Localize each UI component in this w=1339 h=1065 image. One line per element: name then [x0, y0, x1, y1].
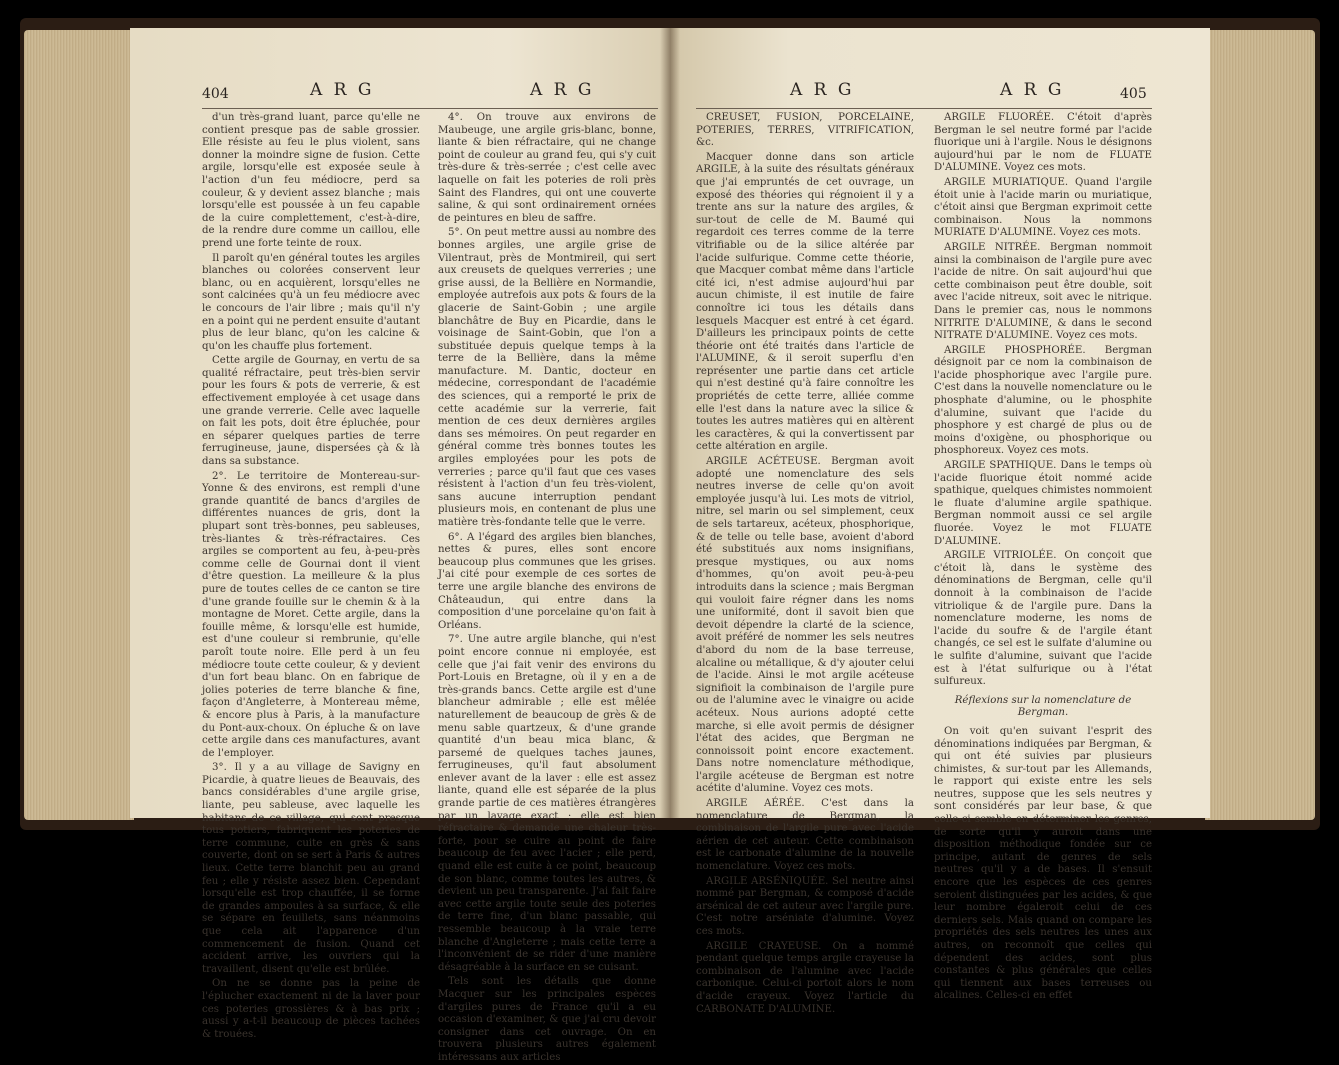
page-number: 405	[1120, 86, 1147, 102]
paragraph: ARGILE VITRIOLÉE. On conçoit que c'étoit là, dans le système des dénominations de Bergman, celle qu'il donnoit à la combinaison de l'acide vitriolique & de l'argile pure. Dans la nomenclature moderne, les noms de l'acide du soufre & de l'argile étant changés, ce sel est le sulfate d'alumine ou le sulfite d'alumine, suivant que l'acide est à l'état sulfurique ou à l'état sulfureux.	[934, 550, 1152, 688]
paragraph: On voit qu'en suivant l'esprit des dénominations indiquées par Bergman, & qui ont été suivies par plusieurs chimistes, & sur-tout par les Allemands, le rapport qui existe entre les sels neutres, suppose que les sels neutres y sont considérés par leur base, & que celle-ci semble en déterminer les genres, de sorte qu'il y auroit dans une disposition méthodique fondée sur ce principe, autant de genres de sels neutres qu'il y a de bases. Il s'ensuit encore que les espèces de ces genres seroient distinguées par les acides, & que leur nombre égaleroit celui de ces derniers sels. Mais quand on compare les propriétés des sels neutres les unes aux autres, on reconnoît que celles qui dépendent des acides, sont plus constantes & plus générales que celles qui tiennent aux bases terreuses ou alcalines. Celles-ci en effet	[934, 725, 1152, 1002]
paragraph: 3°. Il y a au village de Savigny en Picardie, à quatre lieues de Beauvais, des bancs considérables d'une argile grise, liante, peu sableuse, avec laquelle les habitans de ce village, qui sont presque tous potiers, fabriquent les poteries de terre commune, cuite en grès & sans couverte, dont on se sert à Paris & autres lieux. Cette terre blanchit peu au grand feu ; elle y résiste assez bien. Cependant lorsqu'elle est trop chauffée, il se forme de grandes ampoules à sa surface, & elle se sépare en feuillets, sans néanmoins que cela ait l'apparence d'un commencement de fusion. Quand cet accident arrive, les ouvriers qui la travaillent, disent qu'elle est brûlée.	[202, 762, 420, 975]
header-rule	[202, 108, 658, 109]
paragraph: 2°. Le territoire de Montereau-sur-Yonne & des environs, est rempli d'une grande quantité de bancs d'argiles de différentes nuances de gris, dont la plupart sont très-bonnes, peu sableuses, très-liantes & très-réfractaires. Ces argiles se comportent au feu, à-peu-près comme celle de Gournai dont il vient d'être question. La meilleure & la plus pure de toutes celles de ce canton se tire d'une grande fouille sur le chemin & à la montagne de Moret. Cette argile, dans la fouille même, & lorsqu'elle est humide, est d'une couleur si rembrunie, qu'elle paroît toute noire. Elle perd à un feu médiocre toute cette couleur, & y devient d'un fort beau blanc. On en fabrique de jolies poteries de terre blanche & fine, façon d'Angleterre, à Montereau même, & encore plus à Paris, à la manufacture du Pont-aux-choux. On épluche & on lave cette argile dans ces manufactures, avant de l'employer.	[202, 470, 420, 759]
section-heading: Réflexions sur la nomenclature de Bergman.	[954, 694, 1132, 719]
right-page	[670, 28, 1210, 1015]
paragraph: Cette argile de Gournay, en vertu de sa qualité réfractaire, peut très-bien servir pour les fours & pots de verrerie, & est effectivement employée à cet usage dans une grande verrerie. Celle avec laquelle on fait les pots, doit être épluchée, pour en séparer quelques parties de terre ferrugineuse, jaune, dispersées çà & là dans sa substance.	[202, 355, 420, 468]
paragraph: On ne se donne pas la peine de l'éplucher exactement ni de la laver pour ces poteries grossières & à bas prix ; aussi y a-t-il beaucoup de pièces tachées & trouées.	[202, 978, 420, 1040]
header-rule	[696, 108, 1152, 109]
running-header: A R G	[530, 80, 595, 100]
page-edges-right	[1205, 30, 1315, 820]
paragraph: ARGILE NITRÉE. Bergman nommoit ainsi la combinaison de l'argile pure avec l'acide de nitre. On sait aujourd'hui que cette combinaison peut être double, soit avec l'acide nitreux, soit avec le nitrique. Dans le premier cas, nous le nommons NITRITE D'ALUMINE, & dans le second NITRATE D'ALUMINE. Voyez ces mots.	[934, 241, 1152, 342]
running-header: A R G	[790, 80, 855, 100]
text-column-2	[934, 112, 1152, 1002]
paragraph: ARGILE PHOSPHORÉE. Bergman désignoit par ce nom la combinaison de l'acide phosphorique avec l'argile pure. C'est dans la nouvelle nomenclature ou le phosphate d'alumine, ou le phosphite d'alumine, suivant que l'acide du phosphore y est chargé de plus ou de moins d'oxigène, ou phosphorique ou phosphoreux. Voyez ces mots.	[934, 344, 1152, 457]
paragraph: Macquer donne dans son article ARGILE, à la suite des résultats généraux que j'ai empruntés de cet ouvrage, un exposé des théories qui régnoient il y a trente ans sur la nature des argiles, & sur-tout de celle de M. Baumé qui regardoit ces terres comme de la terre vitrifiable ou de la silice altérée par l'acide sulfurique. Comme cette théorie, que Macquer combat même dans l'article cité ici, n'est admise aujourd'hui par aucun chimiste, il est inutile de faire connoître ici tous les détails dans lesquels Macquer est entré à cet égard. D'ailleurs les principaux points de cette théorie ont été traités dans l'article de l'ALUMINE, & il seroit superflu d'en représenter une partie dans cet article qui n'est destiné qu'à faire connoître les propriétés de cette terre, alliée comme elle l'est dans la nature avec la silice & toutes les autres matières qui en altèrent les caractères, & qui la convertissent par cette altération en argile.	[696, 151, 914, 453]
paragraph: Il paroît qu'en général toutes les argiles blanches ou colorées conservent leur blanc, ou en acquièrent, lorsqu'elles ne sont calcinées qu'à un feu médiocre avec le concours de l'air libre ; mais qu'il n'y en a point qui ne perdent ensuite d'autant plus de leur blanc, qu'on les calcine & qu'on les chauffe plus fortement.	[202, 252, 420, 352]
paragraph: Tels sont les détails que donne Macquer sur les principales espèces d'argiles pures de France qu'il a eu occasion d'examiner, & que j'ai cru devoir consigner dans cet ouvrage. On en trouvera plusieurs autres également intéressans aux articles	[438, 976, 656, 1063]
page-edges-left	[24, 30, 134, 820]
left-page	[130, 28, 670, 1063]
paragraph: CREUSET, FUSION, PORCELAINE, POTERIES, TERRES, VITRIFICATION, &c.	[696, 112, 914, 149]
paragraph: ARGILE FLUORÉE. C'étoit d'après Bergman le sel neutre formé par l'acide fluorique uni à l'argile. Nous le désignons aujourd'hui par le nom de FLUATE D'ALUMINE. Voyez ces mots.	[934, 112, 1152, 174]
paragraph: ARGILE CRAYEUSE. On a nommé pendant quelque temps argile crayeuse la combinaison de l'alumine avec l'acide carbonique. Celui-ci portoit alors le nom d'acide crayeux. Voyez l'article du CARBONATE D'ALUMINE.	[696, 940, 914, 1015]
paragraph: ARGILE AÉRÉE. C'est dans la nomenclature de Bergman, la combinaison de l'argile pure avec l'acide aérien de cet auteur. Cette combinaison est le carbonate d'alumine de la nouvelle nomenclature. Voyez ces mots.	[696, 798, 914, 873]
running-header: A R G	[1000, 80, 1065, 100]
running-header: A R G	[310, 80, 375, 100]
text-column-2	[438, 112, 656, 1063]
book-gutter	[660, 28, 680, 818]
text-column-1	[202, 112, 420, 1040]
page-number: 404	[202, 86, 229, 102]
paragraph: 7°. Une autre argile blanche, qui n'est point encore connue ni employée, est celle que j'ai fait venir des environs du Port-Louis en Bretagne, où il y en a de très-grands bancs. Cette argile est d'une blancheur admirable ; elle est mêlée naturellement de beaucoup de grès & de menu sable quartzeux, & d'une grande quantité d'un beau mica blanc, & parsemé de quelques taches jaunes, ferrugineuses, qu'il faut absolument enlever avant de la laver : elle est assez liante, quand elle est séparée de la plus grande partie de ces matières étrangères par un lavage exact ; elle est bien réfractaire & demande une chaleur très-forte, pour se cuire au point de faire beaucoup de feu avec l'acier ; elle perd, quand elle est cuite à ce point, beaucoup de son blanc, comme toutes les autres, & devient un peu transparente. J'ai fait faire avec cette argile toute seule des poteries de terre fine, d'un blanc passable, qui ressemble beaucoup à la vraie terre blanche d'Angleterre ; mais cette terre a l'inconvénient de se rider d'une manière désagréable à la surface en se cuisant.	[438, 634, 656, 973]
paragraph: 5°. On peut mettre aussi au nombre des bonnes argiles, une argile grise de Vilentraut, près de Montmireil, qui sert aux creusets de quelques verreries ; une grise aussi, de la Bellière en Normandie, employée autrefois aux pots & fours de la glacerie de Saint-Gobin ; une argile blanchâtre de Buy en Picardie, dans le voisinage de Saint-Gobin, que l'on a substituée depuis quelque temps à la terre de la Bellière, dans la même manufacture. M. Dantic, docteur en médecine, correspondant de l'académie des sciences, qui a remporté le prix de cette académie sur la verrerie, fait mention de ces deux dernières argiles dans ses mémoires. On peut regarder en général comme très bonnes toutes les argiles employées pour les pots de verreries ; parce qu'il faut que ces vases résistent à l'action d'un feu très-violent, sans aucune interruption pendant plusieurs mois, en contenant de plus une matière très-fondante telle que le verre.	[438, 227, 656, 528]
paragraph: 4°. On trouve aux environs de Maubeuge, une argile gris-blanc, bonne, liante & bien réfractaire, qui ne change point de couleur au grand feu, qui s'y cuit très-dure & très-serrée ; c'est celle avec laquelle on fait les poteries de roli près Saint des Flandres, qui ont une couverte saline, & qui sont ordinairement ornées de peintures en bleu de saffre.	[438, 112, 656, 224]
paragraph: ARGILE ACÉTEUSE. Bergman avoit adopté une nomenclature des sels neutres inverse de celle qu'on avoit employée jusqu'à lui. Les mots de vitriol, nitre, sel marin ou sel simplement, ceux de sels tartareux, acéteux, phosphorique, & de telle ou telle base, avoient d'abord été substitués aux noms insignifians, presque mystiques, ou aux noms d'hommes, qu'on avoit peu-à-peu introduits dans la science ; mais Bergman qui vouloit faire régner dans les noms une uniformité, dont il savoit bien que devoit dépendre la clarté de la science, avoit préféré de nommer les sels neutres d'abord du nom de la base terreuse, alcaline ou métallique, & d'y ajouter celui de l'acide. Ainsi le mot argile acéteuse signifioit la combinaison de l'argile pure ou de l'alumine avec le vinaigre ou acide acéteux. Nous aurions adopté cette marche, si elle avoit permis de désigner l'état des acides, que Bergman ne connoissoit point encore exactement. Dans notre nomenclature méthodique, l'argile acéteuse de Bergman est notre acétite d'alumine. Voyez ces mots.	[696, 456, 914, 795]
paragraph: 6°. A l'égard des argiles bien blanches, nettes & pures, elles sont encore beaucoup plus communes que les grises. J'ai cité pour exemple de ces sortes de terre une argile blanche des environs de Châteaudun, qui entre dans la composition d'une porcelaine qu'on fait à Orléans.	[438, 531, 656, 631]
paragraph: d'un très-grand luant, parce qu'elle ne contient presque pas de sable grossier. Elle résiste au feu le plus violent, sans donner la moindre signe de fusion. Cette argile, lorsqu'elle est exposée seule à l'action d'un feu médiocre, perd sa couleur, & y devient assez blanche ; mais lorsqu'elle est poussée à un feu capable de la cuire complettement, c'est-à-dire, de la rendre dure comme un caillou, elle prend une forte teinte de roux.	[202, 112, 420, 249]
paragraph: ARGILE SPATHIQUE. Dans le temps où l'acide fluorique étoit nommé acide spathique, quelques chimistes nommoient le fluate d'alumine argile spathique. Bergman nommoit aussi ce sel argile fluorée. Voyez le mot FLUATE D'ALUMINE.	[934, 460, 1152, 547]
paragraph: ARGILE ARSÉNIQUÉE. Sel neutre ainsi nommé par Bergman, & composé d'acide arsénical de cet auteur avec l'argile pure. C'est notre arséniate d'alumine. Voyez ces mots.	[696, 875, 914, 937]
paragraph: ARGILE MURIATIQUE. Quand l'argile étoit unie à l'acide marin ou muriatique, c'étoit ainsi que Bergman exprimoit cette combinaison. Nous la nommons MURIATE D'ALUMINE. Voyez ces mots.	[934, 176, 1152, 239]
text-column-1	[696, 112, 914, 1015]
